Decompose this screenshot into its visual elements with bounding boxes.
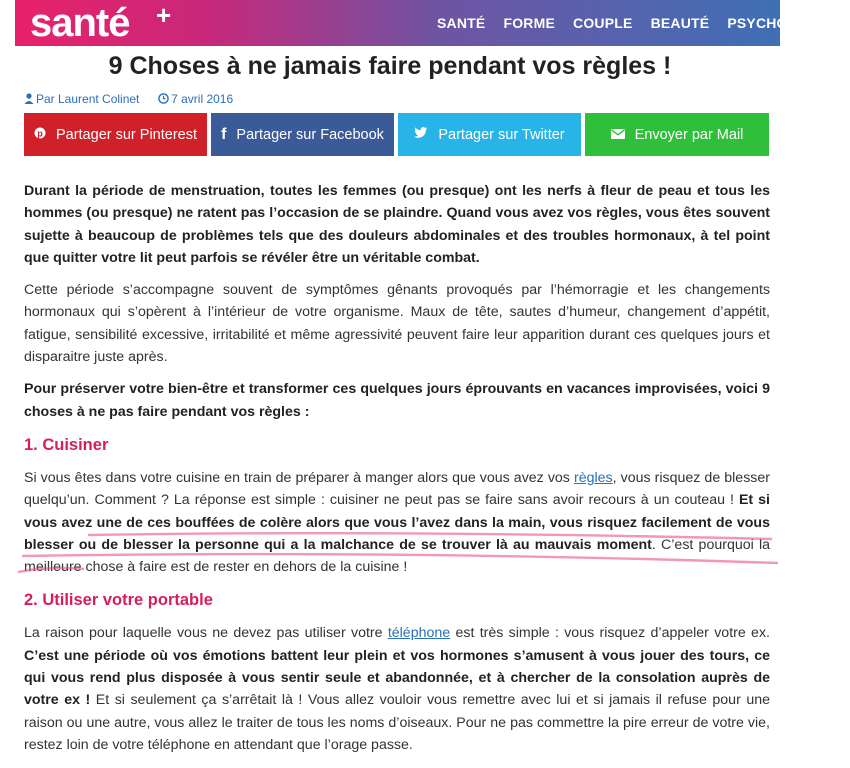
user-icon bbox=[24, 93, 34, 107]
author-link[interactable]: Par Laurent Colinet bbox=[36, 92, 140, 106]
body-paragraph: Cette période s’accompagne souvent de symptômes gênants provoqués par l’hémorragie et les changements hormonaux qui s’opèrent à l’intérieur de votre organisme. Maux de tête, sautes d’humeur, changement d’appétit, fatigue, sensibilité excessive, irritabilité et même agressivité peuvent faire leur apparition durant ces quelques jours et disparaitre juste après. bbox=[24, 282, 770, 366]
site-header bbox=[15, 0, 833, 46]
share-twitter-button[interactable]: Partager sur Twitter bbox=[398, 113, 581, 156]
share-facebook-button[interactable]: f Partager sur Facebook bbox=[211, 113, 394, 156]
telephone-link[interactable]: téléphone bbox=[387, 625, 451, 642]
main-nav bbox=[437, 0, 850, 46]
regles-link[interactable]: règles bbox=[573, 469, 613, 486]
section-paragraph-portable: La raison pour laquelle vous ne devez pas utiliser votre téléphone est très simple : vous risquez d’appeler votre ex. C’est une période où vos émotions battent leur plein et vos hormones s’amusent à vous jouer des tours, ce qui vous rend plus disposée à vous sentir seule et abandonnée, et à chercher de la consolation auprès de votre ex ! Et si seulement ça s’arrêtait là ! Vous allez vouloir vous remettre avec lui et si jamais il refuse pour une raison ou une autre, vous allez le traiter de tous les noms d’oiseaux. Pour ne pas commettre la pire erreur de votre vie, restez loin de votre téléphone en attendant que l’orage passe. bbox=[24, 625, 770, 753]
nav-item-couple[interactable]: COUPLE bbox=[573, 15, 633, 31]
article-body bbox=[24, 180, 770, 766]
list-intro-paragraph: Pour préserver votre bien-être et transformer ces quelques jours éprouvants en vacances improvisées, voici 9 choses à ne pas faire pendant vos règles : bbox=[24, 381, 770, 420]
site-logo[interactable]: santé + bbox=[30, 0, 171, 45]
article-title: 9 Choses à ne jamais faire pendant vos règles ! bbox=[108, 52, 672, 80]
twitter-icon bbox=[414, 127, 428, 143]
article-date: 7 avril 2016 bbox=[171, 92, 234, 106]
nav-item-beaute[interactable]: BEAUTÉ bbox=[650, 15, 710, 31]
nav-item-psychologie[interactable]: PSYCHOLOGIE bbox=[727, 15, 833, 31]
share-pinterest-button[interactable]: p Partager sur Pinterest bbox=[24, 113, 207, 156]
highlighted-text: Et si vous avez une de ces bouffées de colère alors que vous l’avez dans la main, vous risquez facilement de vous blesser ou de blesser la personne qui a la malchance de se trouver là au mauvais moment bbox=[24, 492, 770, 553]
share-bar bbox=[24, 113, 773, 156]
share-mail-button[interactable]: Envoyer par Mail bbox=[585, 113, 769, 156]
envelope-icon bbox=[611, 127, 625, 143]
section-heading-cuisiner: 1. Cuisiner bbox=[24, 435, 109, 454]
section-heading-portable: 2. Utiliser votre portable bbox=[24, 591, 213, 610]
article-meta bbox=[24, 92, 233, 107]
pinterest-icon bbox=[34, 127, 46, 143]
facebook-icon: f bbox=[221, 125, 227, 143]
nav-item-sante[interactable]: SANTÉ bbox=[437, 15, 486, 31]
intro-paragraph: Durant la période de menstruation, toutes les femmes (ou presque) ont les nerfs à fleur de peau et tous les hommes (ou presque) ne ratent pas l’occasion de se plaindre. Quand vous avez vos règles, vous êtes souvent sujette à beaucoup de problèmes tels que des douleurs abdominales et des troubles hormonaux, à tel point que quitter votre lit peut parfois se révéler être un véritable combat. bbox=[24, 183, 770, 266]
section-paragraph-cuisiner: Si vous êtes dans votre cuisine en train de préparer à manger alors que vous avez vos règles, vous risquez de blesser quelqu’un. Comment ? La réponse est simple : cuisiner ne peut pas se faire sans avoir recours à un couteau ! Et si vous avez une de ces bouffées de colère alors que vous l’avez dans la main, vous risquez facilement de vous blesser ou de blesser la personne qui a la malchance de se trouver là au mauvais moment. C’est pourquoi la meilleure chose à faire est de rester en dehors de la cuisine ! bbox=[24, 469, 771, 576]
clock-icon bbox=[158, 93, 169, 107]
svg-text:p: p bbox=[37, 127, 43, 138]
nav-item-forme[interactable]: FORME bbox=[503, 15, 556, 31]
